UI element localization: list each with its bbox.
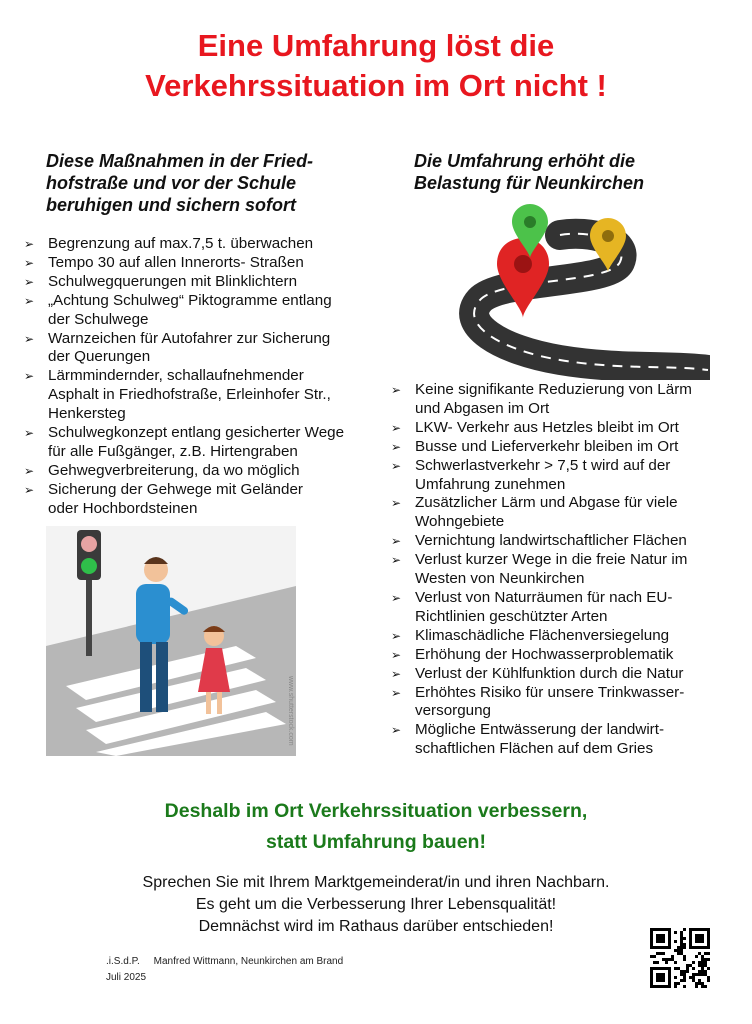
left-heading-line: Diese Maßnahmen in der Fried- [46, 151, 314, 171]
list-item-text: Vernichtung landwirtschaftlicher Flächen [415, 532, 687, 550]
arrow-bullet-icon: ➢ [24, 237, 35, 251]
footer [106, 954, 343, 986]
list-item [24, 235, 374, 254]
left-heading-line: beruhigen und sichern sofort [46, 195, 297, 215]
left-heading-line: hofstraße und vor der Schule [46, 173, 297, 193]
list-item [391, 419, 736, 438]
list-item-text: Verlust von Naturräumen für nach EU- [415, 588, 673, 606]
list-item-text: schaftlichen Flächen auf dem Gries [415, 740, 654, 758]
list-item-text: Schulwegkonzept entlang gesicherter Wege [48, 424, 345, 442]
arrow-bullet-icon: ➢ [24, 331, 35, 346]
left-heading [46, 150, 376, 216]
list-item-text: Asphalt in Friedhofstraße, Erleinhofer Str., [48, 386, 331, 404]
list-item-text: für alle Fußgänger, z.B. Hirtengraben [48, 442, 298, 460]
list-item-text: Schwerlastverkehr > 7,5 t wird auf der [415, 456, 671, 474]
right-heading-line: Belastung für Neunkirchen [414, 173, 645, 193]
footer-author: Manfred Wittmann, Neunkirchen am Brand [153, 956, 344, 967]
list-item-text: Busse und Lieferverkehr bleiben im Ort [415, 437, 679, 455]
title-line-2: Verkehrssituation im Ort nicht ! [145, 68, 607, 103]
arrow-bullet-icon: ➢ [24, 255, 35, 270]
arrow-bullet-icon: ➢ [391, 666, 402, 681]
list-item-text: Warnzeichen für Autofahrer zur Sicherung [48, 329, 331, 347]
arrow-bullet-icon: ➢ [24, 482, 35, 497]
road-pins-illustration [440, 200, 710, 380]
list-item-text: Tempo 30 auf allen Innerorts- Straßen [48, 253, 304, 271]
list-item-text: Keine signifikante Reduzierung von Lärm [415, 381, 692, 398]
qr-code [650, 928, 710, 988]
list-item-text: Schulwegquerungen mit Blinklichtern [48, 272, 298, 290]
footer-line [106, 954, 343, 970]
arrow-bullet-icon: ➢ [391, 458, 402, 473]
list-item-text: und Abgasen im Ort [415, 399, 550, 417]
list-item-text: Verlust der Kühlfunktion durch die Natur [415, 664, 684, 682]
list-item-text: Henkersteg [48, 405, 126, 423]
list-item [391, 721, 736, 759]
list-item [24, 462, 374, 481]
list-item-text: LKW- Verkehr aus Hetzles bleibt im Ort [415, 418, 679, 436]
arrow-bullet-icon: ➢ [391, 496, 402, 511]
list-item [391, 589, 736, 627]
list-item-text: Mögliche Entwässerung der landwirt- [415, 721, 665, 739]
list-item-text: Gehwegverbreiterung, da wo möglich [48, 461, 300, 479]
list-item [391, 457, 736, 495]
list-item-text: Erhöhung der Hochwasserproblematik [415, 645, 674, 663]
list-item-text: Richtlinien geschützter Arten [415, 607, 608, 625]
list-item-text: Begrenzung auf max.7,5 t. überwachen [48, 235, 314, 252]
list-item-text: Wohngebiete [415, 513, 505, 531]
bypass-drawbacks-list [391, 381, 736, 759]
footer-date: Juli 2025 [106, 972, 147, 983]
list-item [24, 424, 374, 462]
arrow-bullet-icon: ➢ [391, 553, 402, 568]
right-heading-line: Die Umfahrung erhöht die [414, 151, 636, 171]
arrow-bullet-icon: ➢ [24, 293, 35, 308]
footer-org: .i.S.d.P. [106, 956, 140, 967]
appeal-line: Demnächst wird im Rathaus darüber entschieden! [198, 918, 554, 935]
list-item-text: Lärmmindernder, schallaufnehmender [48, 367, 304, 385]
arrow-bullet-icon: ➢ [24, 274, 35, 289]
arrow-bullet-icon: ➢ [391, 590, 402, 605]
list-item-text: oder Hochbordsteinen [48, 499, 198, 517]
list-item [391, 627, 736, 646]
list-item-text: Verlust kurzer Wege in die freie Natur im [415, 551, 688, 569]
pedestrian-crossing-illustration [46, 526, 296, 756]
arrow-bullet-icon: ➢ [391, 685, 402, 700]
list-item-text: versorgung [415, 702, 491, 720]
appeal-line: Es geht um die Verbesserung Ihrer Lebensqualität! [195, 896, 557, 913]
list-item-text: Zusätzlicher Lärm und Abgase für viele [415, 494, 678, 512]
list-item [24, 330, 374, 368]
list-item [24, 481, 374, 519]
conclusion [0, 796, 752, 858]
image-watermark: www.shutterstock.com [287, 676, 294, 746]
list-item-text: Klimaschädliche Flächenversiegelung [415, 626, 670, 644]
arrow-bullet-icon: ➢ [391, 534, 402, 549]
conclusion-line-2: statt Umfahrung bauen! [266, 831, 486, 853]
conclusion-line-1: Deshalb im Ort Verkehrssituation verbessern, [164, 800, 588, 822]
list-item-text: der Querungen [48, 348, 151, 366]
list-item [391, 381, 736, 419]
list-item-text: der Schulwege [48, 310, 149, 328]
list-item [24, 367, 374, 424]
list-item [391, 551, 736, 589]
list-item-text: Umfahrung zunehmen [415, 475, 566, 493]
title-line-1: Eine Umfahrung löst die [197, 28, 555, 63]
arrow-bullet-icon: ➢ [391, 647, 402, 662]
arrow-bullet-icon: ➢ [391, 439, 402, 454]
list-item [24, 254, 374, 273]
appeal [0, 872, 752, 938]
list-item-text: Erhöhtes Risiko für unsere Trinkwasser- [415, 683, 685, 701]
list-item [391, 438, 736, 457]
arrow-bullet-icon: ➢ [391, 420, 402, 435]
list-item-text: Sicherung der Gehwege mit Geländer [48, 480, 303, 498]
arrow-bullet-icon: ➢ [391, 628, 402, 643]
list-item [24, 292, 374, 330]
list-item [24, 273, 374, 292]
arrow-bullet-icon: ➢ [24, 426, 35, 441]
list-item [391, 665, 736, 684]
list-item [391, 494, 736, 532]
page-title [0, 26, 752, 106]
list-item [391, 646, 736, 665]
appeal-line: Sprechen Sie mit Ihrem Marktgemeinderat/in und ihren Nachbarn. [142, 874, 610, 891]
list-item-text: Westen von Neunkirchen [415, 570, 585, 588]
arrow-bullet-icon: ➢ [24, 463, 35, 478]
right-heading [414, 150, 734, 194]
list-item-text: „Achtung Schulweg“ Piktogramme entlang [48, 291, 332, 309]
arrow-bullet-icon: ➢ [391, 723, 402, 738]
arrow-bullet-icon: ➢ [24, 369, 35, 384]
measures-list [24, 235, 374, 519]
arrow-bullet-icon: ➢ [391, 383, 402, 397]
list-item [391, 684, 736, 722]
list-item [391, 532, 736, 551]
